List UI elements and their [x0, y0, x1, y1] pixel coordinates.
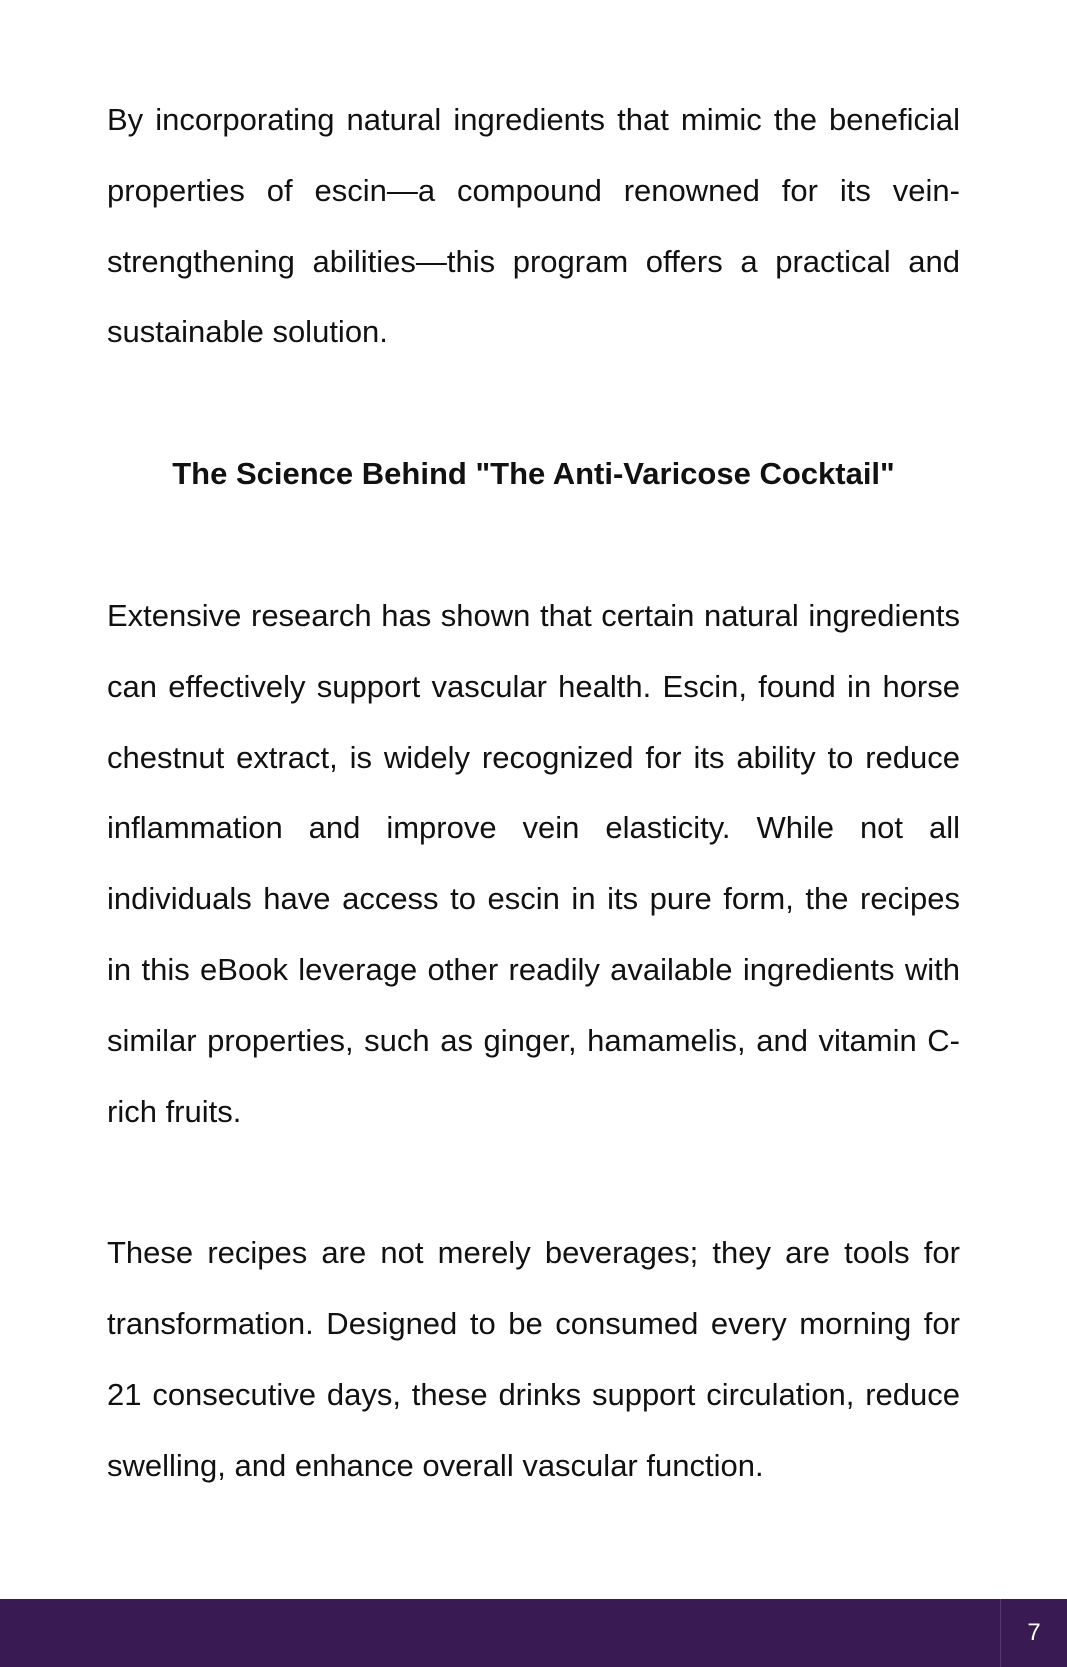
- page-content: [107, 85, 960, 1502]
- page-number: 7: [1000, 1599, 1067, 1667]
- section-heading: The Science Behind "The Anti-Varicose Cocktail": [172, 456, 895, 492]
- spacer: [107, 368, 960, 439]
- page-footer: [0, 1599, 1067, 1667]
- spacer: [107, 510, 960, 581]
- spacer: [107, 1147, 960, 1218]
- intro-paragraph: By incorporating natural ingredients that mimic the beneficial properties of escin—a compound renowned for its vein-strengthening abilities—this program offers a practical and sustainable solution.: [107, 102, 960, 350]
- recipes-paragraph: These recipes are not merely beverages; they are tools for transformation. Designed to be consumed every morning for 21 consecutive days, these drinks support circulation, reduce swelling, and enhance overall vascular function.: [107, 1235, 960, 1483]
- research-paragraph: Extensive research has shown that certain natural ingredients can effectively support vascular health. Escin, found in horse chestnut extract, is widely recognized for its ability to reduce inflammation and improve vein elasticity. While not all individuals have access to escin in its pure form, the recipes in this eBook leverage other readily available ingredients with similar properties, such as ginger, hamamelis, and vitamin C-rich fruits.: [107, 597, 960, 1129]
